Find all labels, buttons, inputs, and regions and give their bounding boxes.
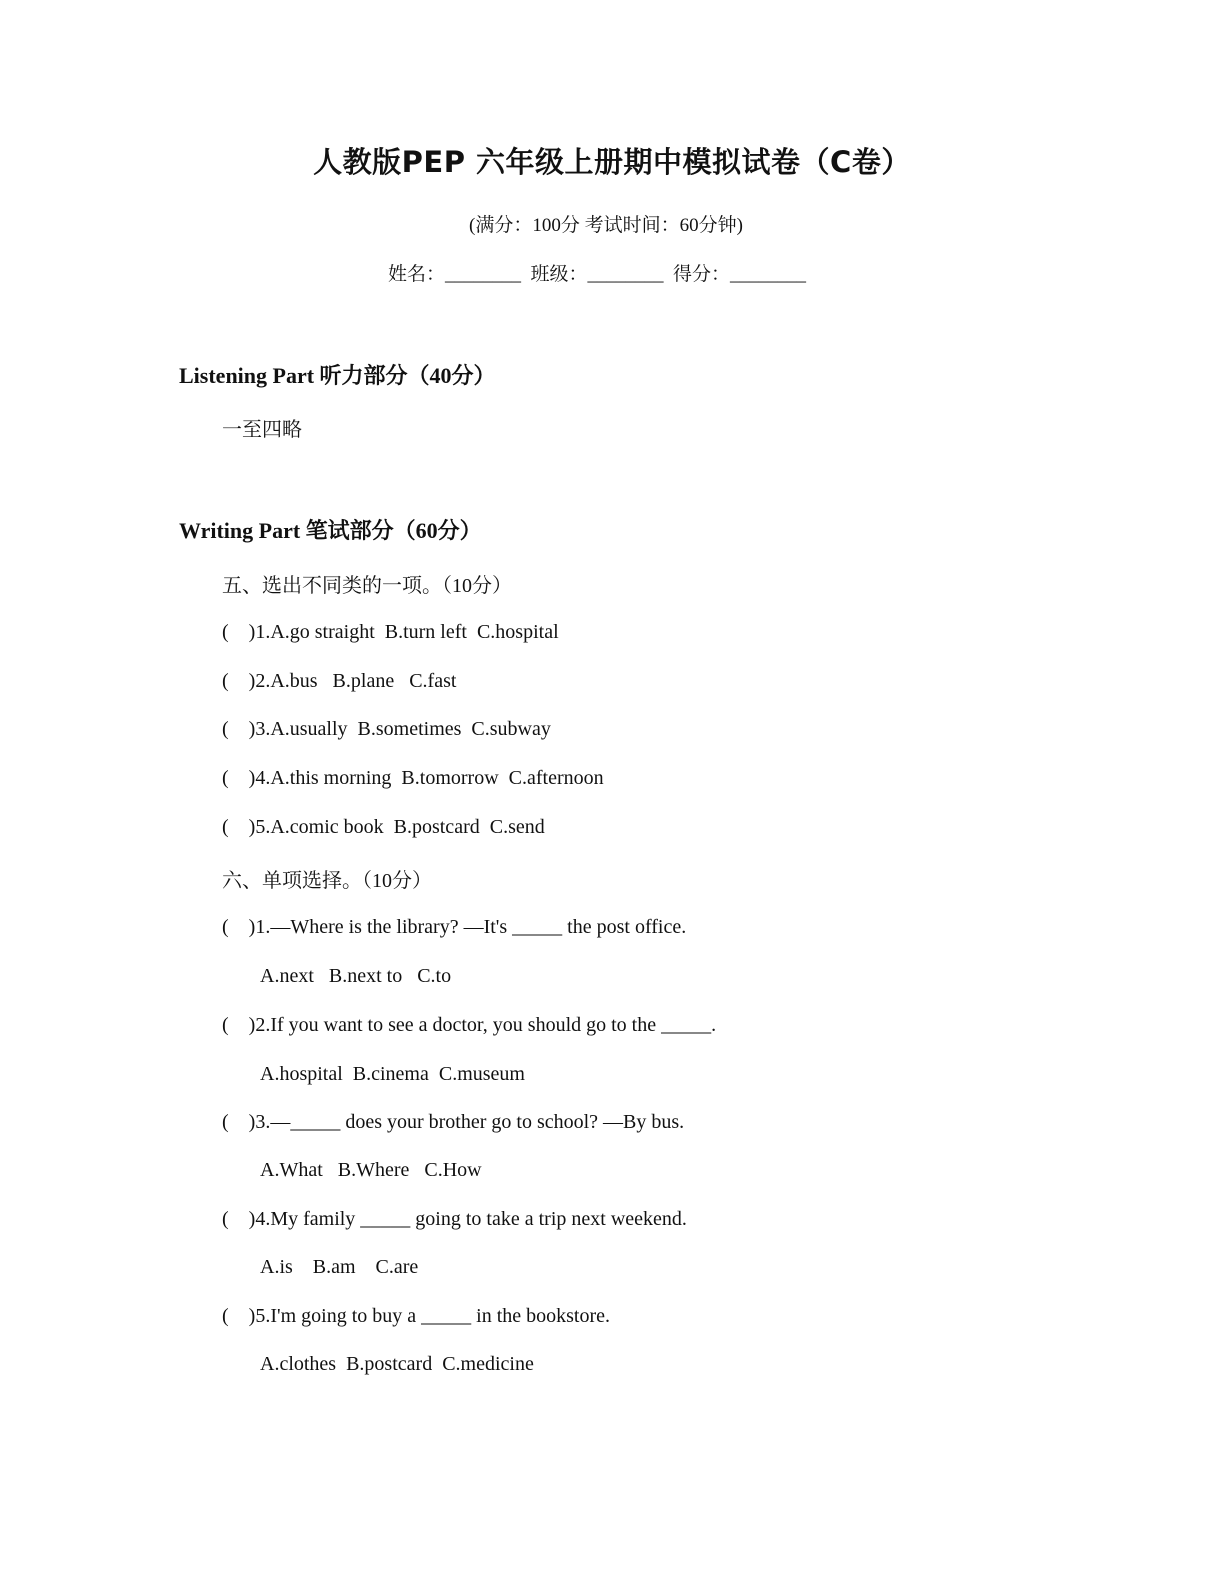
section6-options: A.What B.Where C.How [260, 1159, 482, 1181]
section5-item: ( )2.A.bus B.plane C.fast [222, 670, 457, 692]
listening-heading: Listening Part 听力部分（40分） [179, 363, 496, 388]
section6-options: A.is B.am C.are [260, 1256, 419, 1278]
section6-options: A.next B.next to C.to [260, 965, 452, 987]
exam-title: 人教版PEP 六年级上册期中模拟试卷（C卷） [313, 145, 911, 179]
writing-heading: Writing Part 笔试部分（60分） [179, 518, 482, 543]
exam-subtitle: (满分：100分 考试时间：60分钟) [469, 215, 743, 236]
section5-item: ( )4.A.this morning B.tomorrow C.afternoon [222, 767, 604, 789]
section6-options: A.hospital B.cinema C.museum [260, 1063, 525, 1085]
section6-options: A.clothes B.postcard C.medicine [260, 1353, 534, 1375]
section5-item: ( )3.A.usually B.sometimes C.subway [222, 718, 551, 740]
section6-question: ( )2.If you want to see a doctor, you should go to the _____. [222, 1014, 717, 1036]
section6-question: ( )1.—Where is the library? —It's _____ the post office. [222, 916, 687, 938]
section6-question: ( )4.My family _____ going to take a trip next weekend. [222, 1208, 687, 1230]
section6-question: ( )3.—_____ does your brother go to school? —By bus. [222, 1111, 685, 1133]
section5-item: ( )1.A.go straight B.turn left C.hospital [222, 621, 559, 643]
section6-question: ( )5.I'm going to buy a _____ in the bookstore. [222, 1305, 610, 1327]
section6-heading: 六、单项选择。（10分） [222, 870, 432, 892]
student-info-line: 姓名：________ 班级：________ 得分：________ [388, 264, 807, 285]
listening-note: 一至四略 [222, 419, 302, 441]
section5-heading: 五、选出不同类的一项。（10分） [222, 575, 512, 597]
section5-item: ( )5.A.comic book B.postcard C.send [222, 816, 545, 838]
